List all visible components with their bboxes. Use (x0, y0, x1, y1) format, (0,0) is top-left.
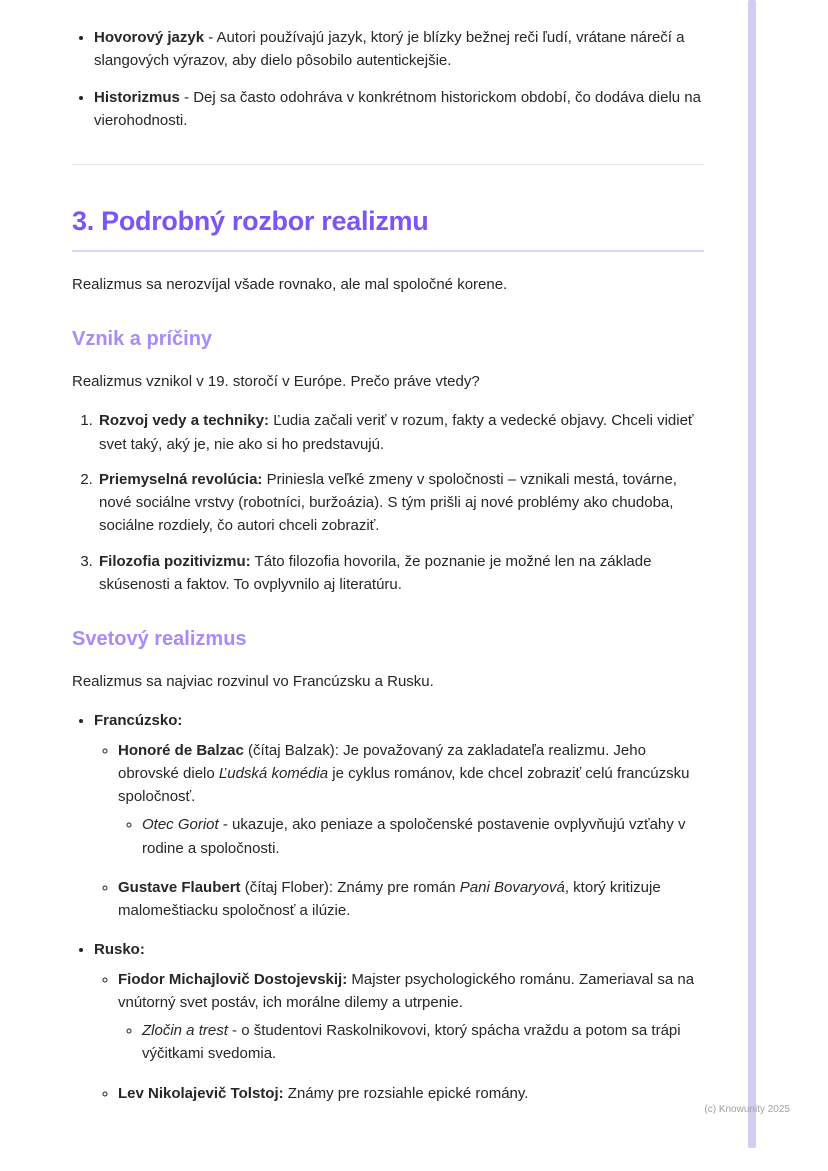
dostojevskij-works-list (118, 1019, 704, 1066)
bullet-text: Francúzsko: (94, 712, 183, 730)
list-item-france (94, 709, 704, 922)
list-item-zlocin (142, 1019, 704, 1066)
numbered-item-text: Priemyselná revolúcia: Priniesla veľké zmeny v spoločnosti – vznikali mestá, továrne, nové sociálne vrstvy (robotníci, buržoázia). S tým prišli aj nové problémy ako chudoba, sociálne rozdiely, čo autori chceli zobraziť. (99, 470, 682, 535)
document-content (72, 26, 704, 1121)
list-item (94, 86, 704, 133)
list-item-dostojevskij (118, 968, 704, 1066)
subsection-heading-world: Svetový realizmus (72, 628, 247, 650)
bullet-text: Zločin a trest - o študentovi Raskolnikovovi, ktorý spácha vraždu a potom sa trápi výčitkami svedomia. (142, 1022, 685, 1063)
list-item-russia (94, 938, 704, 1105)
balzac-works-list (118, 813, 704, 860)
subsection-heading-origins: Vznik a príčiny (72, 328, 213, 350)
list-item-balzac (118, 739, 704, 860)
list-item (97, 468, 704, 538)
bullet-text: Hovorový jazyk - Autori používajú jazyk, ktorý je blízky bežnej reči ľudí, vrátane nárečí a slangových výrazov, aby dielo pôsobilo autentickejšie. (94, 29, 689, 70)
bullet-text: Otec Goriot - ukazuje, ako peniaze a spoločenské postavenie ovplyvňujú vzťahy v rodine a spoločnosti. (142, 816, 690, 857)
list-item-tolstoj (118, 1082, 704, 1105)
origins-lead-paragraph: Realizmus vznikol v 19. storočí v Európe. Prečo práve vtedy? (72, 373, 480, 390)
numbered-item-text: Rozvoj vedy a techniky: Ľudia začali veriť v rozum, fakty a vedecké objavy. Chceli vidieť svet taký, aký je, nie ako si ho predstavujú. (99, 412, 698, 453)
world-realism-list (72, 709, 704, 1105)
section-intro-paragraph: Realizmus sa nerozvíjal všade rovnako, ale mal spoločné korene. (72, 275, 508, 293)
list-item-flaubert (118, 876, 704, 923)
characteristics-list (72, 26, 704, 132)
bullet-text: Rusko: (94, 941, 145, 959)
bullet-text: Gustave Flaubert (čítaj Flober): Známy pre román Pani Bovaryová, ktorý kritizuje malomeštiacku spoločnosť a ilúzie. (118, 878, 665, 919)
bullet-text: Lev Nikolajevič Tolstoj: Známy pre rozsiahle epické romány. (118, 1084, 529, 1102)
russia-authors-list (94, 968, 704, 1105)
scrollbar-thumb[interactable] (748, 0, 756, 1148)
list-item-goriot (142, 813, 704, 860)
origins-numbered-list (72, 409, 704, 596)
section-heading: 3. Podrobný rozbor realizmu (72, 205, 704, 252)
bullet-text: Fiodor Michajlovič Dostojevskij: Majster psychologického románu. Zameriaval sa na vnútorný svet postáv, ich morálne dilemy a utrpenie. (118, 970, 699, 1011)
numbered-item-text: Filozofia pozitivizmu: Táto filozofia hovorila, že poznanie je možné len na základe skúsenosti a faktov. To ovplyvnilo aj literatúru. (99, 552, 656, 593)
section-divider (72, 164, 704, 165)
world-lead-paragraph: Realizmus sa najviac rozvinul vo Francúzsku a Rusku. (72, 673, 434, 690)
list-item (97, 409, 704, 456)
list-item (94, 26, 704, 73)
france-authors-list (94, 739, 704, 923)
list-item (97, 550, 704, 597)
watermark: (c) Knowunity 2025 (704, 1103, 790, 1115)
bullet-text: Historizmus - Dej sa často odohráva v konkrétnom historickom období, čo dodáva dielu na vierohodnosti. (94, 88, 706, 129)
bullet-text: Honoré de Balzac (čítaj Balzak): Je považovaný za zakladateľa realizmu. Jeho obrovské dielo Ľudská komédia je cyklus románov, kde chcel zobraziť celú francúzsku spoločnosť. (118, 741, 694, 805)
